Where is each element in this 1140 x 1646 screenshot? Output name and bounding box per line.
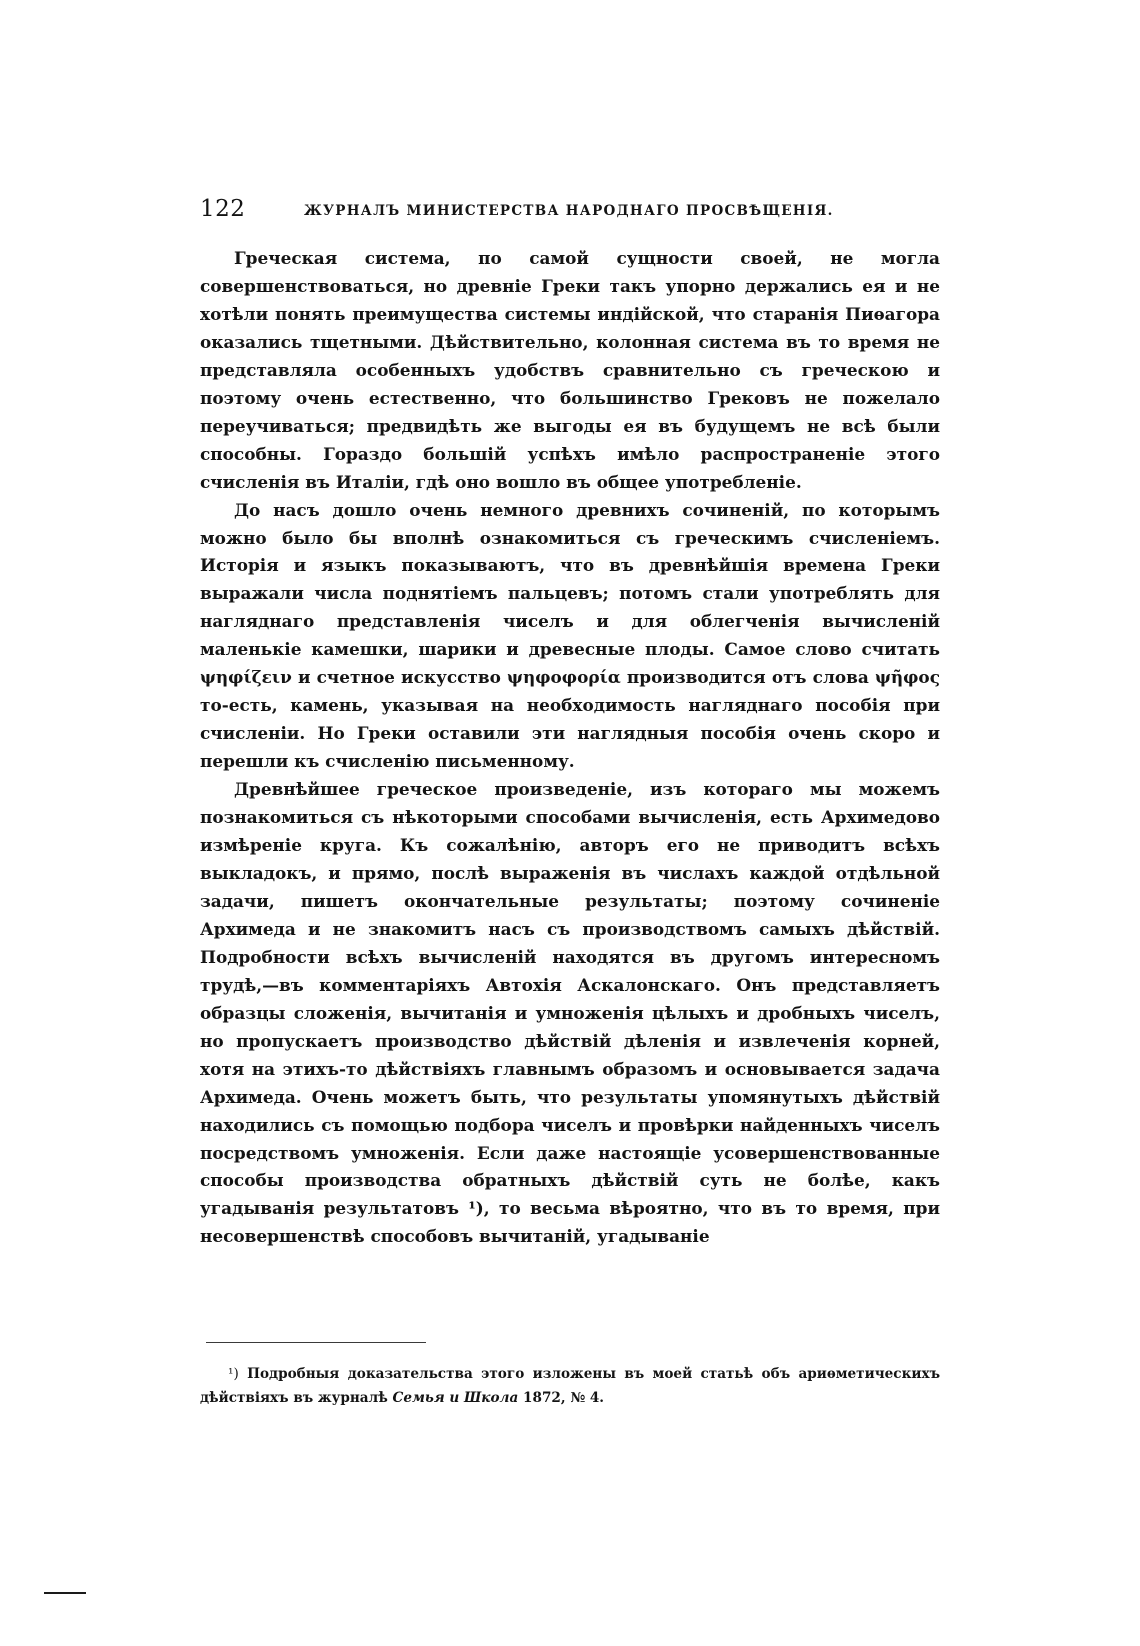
page-number: 122 <box>200 196 246 222</box>
footnote-divider <box>206 1342 426 1343</box>
body-text <box>200 245 940 1251</box>
footnote-mark: ¹) <box>228 1366 239 1382</box>
paragraph: Древнѣйшее греческое произведеніе, изъ котораго мы можемъ познакомиться съ нѣкоторыми способами вычисленія, есть Архимедово измѣреніе круга. Къ сожалѣнію, авторъ его не приводитъ всѣхъ выкладокъ, и прямо, послѣ выраженія въ числахъ каждой отдѣльной задачи, пишетъ окончательные результаты; поэтому сочиненіе Архимеда и не знакомитъ насъ съ производствомъ самыхъ дѣйствій. Подробности всѣхъ вычисленій находятся въ другомъ интересномъ трудѣ,—въ комментаріяхъ Автохія Аскалонскаго. Онъ представляетъ образцы сложенія, вычитанія и умноженія цѣлыхъ и дробныхъ чиселъ, но пропускаетъ производство дѣйствій дѣленія и извлеченія корней, хотя на этихъ-то дѣйствіяхъ главнымъ образомъ и основывается задача Архимеда. Очень можетъ быть, что результаты упомянутыхъ дѣйствій находились съ помощью подбора чиселъ и провѣрки найденныхъ чиселъ посредствомъ умноженія. Если даже настоящіе усовершенствованные способы производства обратныхъ дѣйствій суть не болѣе, какъ угадыванія результатовъ ¹), то весьма вѣроятно, что въ то время, при несовершенствѣ способовъ вычитаній, угадываніе <box>200 779 940 1247</box>
footnote-text: Подробныя доказательства этого изложены въ моей статьѣ объ ариѳметическихъ дѣйствіяхъ въ журналѣ <box>200 1366 940 1406</box>
footnote <box>200 1362 940 1410</box>
margin-line-mark <box>44 1592 86 1594</box>
page-header <box>200 196 970 226</box>
paragraph: Греческая система, по самой сущности своей, не могла совершенствоваться, но древніе Греки такъ упорно держались ея и не хотѣли понять преимущества системы индійской, что старанія Пиѳагора оказались тщетными. Дѣйствительно, колонная система въ то время не представляла особенныхъ удобствъ сравнительно съ греческою и поэтому очень естественно, что большинство Грековъ не пожелало переучиваться; предвидѣть же выгоды ея въ будущемъ не всѣ были способны. Гораздо большій успѣхъ имѣло распространеніе этого счисленія въ Италіи, гдѣ оно вошло въ общее употребленіе. <box>200 248 940 492</box>
paragraph: До насъ дошло очень немного древнихъ сочиненій, по которымъ можно было бы вполнѣ ознакомиться съ греческимъ счисленіемъ. Исторія и языкъ показываютъ, что въ древнѣйшія времена Греки выражали числа поднятіемъ пальцевъ; потомъ стали употреблять для нагляднаго представленія чиселъ и для облегченія вычисленій маленькіе камешки, шарики и древесные плоды. Самое слово считать ψηφίζειν и счетное искусство ψηφοφορία производится отъ слова ψῆφος то-есть, камень, указывая на необходимость нагляднаго пособія при счисленіи. Но Греки оставили эти наглядныя пособія очень скоро и перешли къ счисленію письменному. <box>200 499 940 772</box>
footnote-citation: 1872, № 4. <box>523 1390 605 1406</box>
footnote-journal-title: Семья и Школа <box>392 1390 519 1406</box>
running-title: ЖУРНАЛЪ МИНИСТЕРСТВА НАРОДНАГО ПРОСВѢЩЕНІЯ. <box>304 203 834 219</box>
